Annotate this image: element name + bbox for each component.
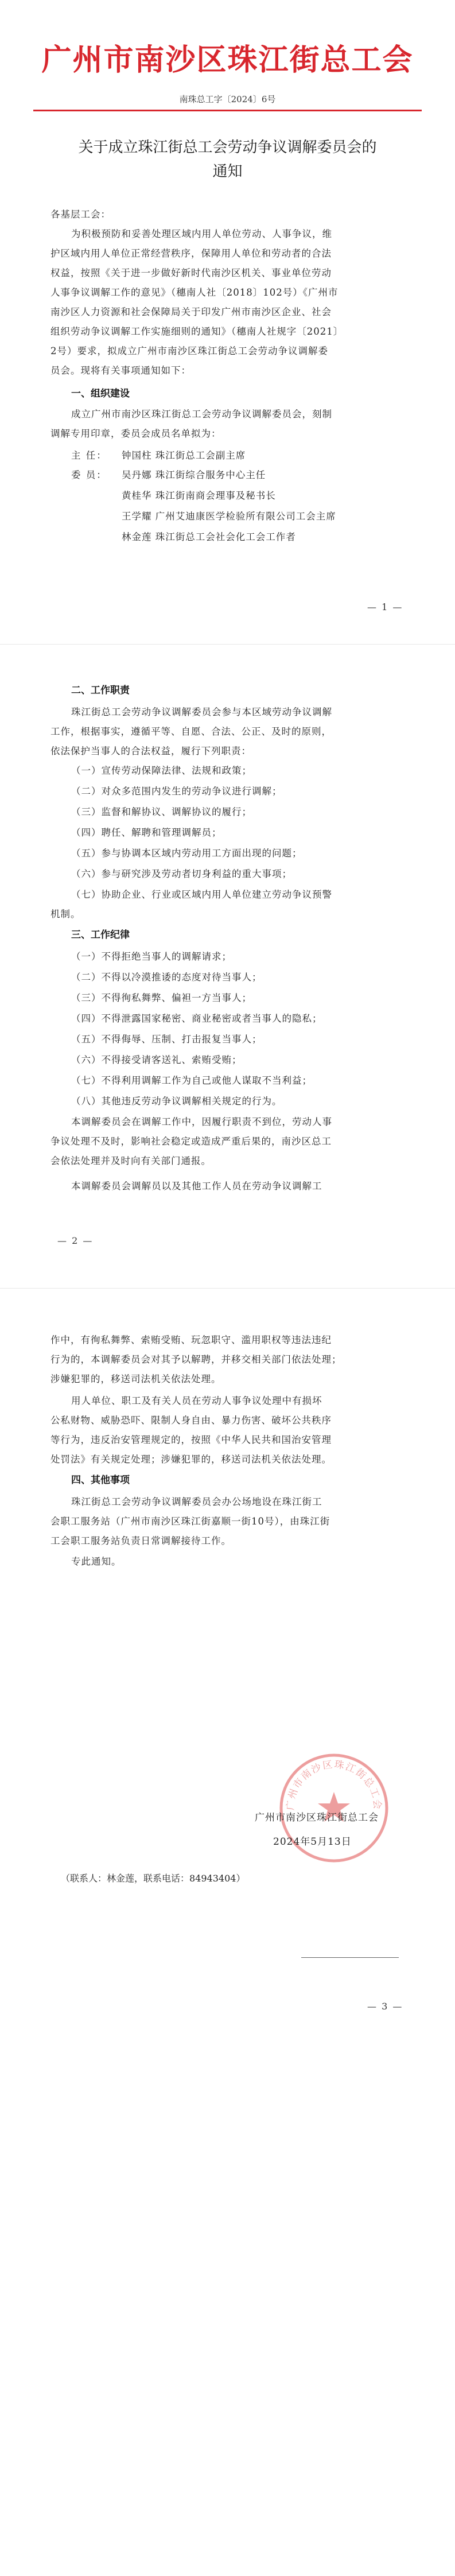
discipline-item: （一）不得拒绝当事人的调解请求； (71, 951, 232, 962)
duty-item: （一）宣传劳动保障法律、法规和政策； (71, 765, 252, 776)
discipline-line: 公私财物、威胁恐吓、限制人身自由、暴力伤害、破坏公共秩序 (50, 1415, 332, 1426)
discipline-line: 涉嫌犯罪的，移送司法机关依法处理。 (50, 1374, 221, 1384)
section1-line: 调解专用印章，委员会成员名单拟为： (50, 428, 221, 439)
section4-line: 珠江街总工会劳动争议调解委员会办公场地设在珠江街工 (71, 1496, 322, 1507)
discipline-item: （六）不得接受请客送礼、索贿受贿； (71, 1054, 242, 1065)
page-number: — 2 — (57, 1235, 94, 1246)
intro-line: 为积极预防和妥善处理区域内用人单位劳动、人事争议，维 (71, 228, 332, 239)
discipline-line: 作中，有徇私舞弊、索贿受贿、玩忽职守、滥用职权等违法违纪 (50, 1334, 332, 1345)
duty-item: （三）监督和解协议、调解协议的履行； (71, 806, 252, 817)
intro-line: 权益，按照《关于进一步做好新时代南沙区机关、事业单位劳动 (50, 267, 332, 278)
discipline-paragraph-continued (50, 1330, 405, 1389)
document-number: 南珠总工字〔2024〕6号 (179, 94, 276, 104)
notice-title (50, 135, 405, 184)
duty-item-line: （七）协助企业、行业或区域内用人单位建立劳动争议预警 (71, 889, 332, 900)
intro-line: 护区域内用人单位正常经营秩序，保障用人单位和劳动者的合法 (50, 248, 332, 259)
notice-title-line: 通知 (212, 163, 243, 180)
duty-item-seven (50, 885, 405, 924)
section4-line: 工会职工服务站负责日常调解接待工作。 (50, 1535, 231, 1546)
discipline-item: （二）不得以冷漠推诿的态度对待当事人； (71, 972, 262, 983)
discipline-line: 本调解委员会在调解工作中，因履行职责不到位，劳动人事 (71, 1116, 332, 1127)
discipline-line: 行为的，本调解委员会对其予以解聘，并移交相关部门依法处理； (50, 1354, 342, 1365)
discipline-item: （四）不得泄露国家秘密、商业秘密或者当事人的隐私； (71, 1013, 322, 1024)
page-break (0, 644, 455, 645)
section2-line: 工作，根据事实，遵循平等、自愿、合法、公正、及时的原则， (50, 726, 332, 737)
member-label-committee: 委 员： (71, 470, 107, 480)
red-divider (33, 110, 422, 111)
header-org-title: 广州市南沙区珠江街总工会 (41, 43, 414, 77)
signature-org: 广州市南沙区珠江街总工会 (255, 1812, 379, 1824)
closing-line: 专此通知。 (71, 1556, 122, 1567)
discipline-paragraph (50, 1112, 405, 1171)
member-label-director: 主 任： (71, 450, 107, 461)
discipline-line: 等行为，违反治安管理规定的，按照《中华人民共和国治安管理 (50, 1434, 332, 1445)
page-break (0, 1288, 455, 1289)
footer-rule (301, 1957, 399, 1958)
duty-item: （六）参与研究涉及劳动者切身利益的重大事项； (71, 868, 292, 879)
discipline-line: 处罚法》有关规定处理；涉嫌犯罪的，移送司法机关依法处理。 (50, 1454, 332, 1465)
section-heading-organization: 一、组织建设 (71, 388, 130, 399)
member-committee: 黄桂华 珠江街南商会理事及秘书长 (122, 490, 276, 501)
section2-paragraph (50, 703, 405, 761)
duty-item: （五）参与协调本区域内劳动用工方面出现的问题； (71, 848, 302, 859)
section2-line: 依法保护当事人的合法权益，履行下列职责： (50, 746, 251, 756)
section2-line: 珠江街总工会劳动争议调解委员会参与本区域劳动争议调解 (71, 707, 332, 717)
intro-paragraph (50, 224, 405, 381)
discipline-paragraph (50, 1391, 405, 1469)
intro-line: 南沙区人力资源和社会保障局关于印发广州市南沙区企业、社会 (50, 307, 332, 317)
member-committee: 林金莲 珠江街总工会社会化工会工作者 (122, 532, 296, 542)
member-committee: 吴丹娜 珠江街综合服务中心主任 (122, 470, 266, 480)
intro-line: 人事争议调解工作的意见》（穗南人社〔2018〕102号）《广州市 (50, 287, 339, 298)
intro-line: 组织劳动争议调解工作实施细则的通知》（穗南人社规字〔2021〕 (50, 326, 344, 337)
section4-paragraph (50, 1492, 405, 1551)
section1-paragraph (50, 405, 405, 444)
contact-info: （联系人：林金莲，联系电话：84943404） (61, 1873, 246, 1884)
signature-date: 2024年5月13日 (273, 1836, 352, 1848)
addressee: 各基层工会： (50, 209, 111, 220)
page-number: — 3 — (367, 2001, 403, 2012)
intro-line: 员会。现将有关事项通知如下： (50, 365, 191, 376)
discipline-line: 争议处理不及时，影响社会稳定或造成严重后果的，南沙区总工 (50, 1136, 332, 1147)
seal-text: 广州市南沙区珠江街总工会 (285, 1759, 383, 1811)
discipline-item: （七）不得利用调解工作为自己或他人谋取不当利益； (71, 1075, 312, 1086)
duty-item: （四）聘任、解聘和管理调解员； (71, 827, 222, 838)
discipline-line: 用人单位、职工及有关人员在劳动人事争议处理中有损坏 (71, 1395, 322, 1406)
member-director: 钟国柱 珠江街总工会副主席 (122, 450, 246, 461)
notice-title-line: 关于成立珠江街总工会劳动争议调解委员会的 (78, 139, 377, 156)
section-heading-other: 四、其他事项 (71, 1475, 130, 1486)
section4-line: 会职工服务站（广州市南沙区珠江街嘉顺一街10号），由珠江街 (50, 1516, 330, 1527)
discipline-item: （三）不得徇私舞弊、偏袒一方当事人； (71, 992, 252, 1003)
duty-item-line: 机制。 (50, 909, 81, 920)
section-heading-duties: 二、工作职责 (71, 685, 130, 696)
member-committee: 王学耀 广州艾迪康医学检验所有限公司工会主席 (122, 511, 336, 522)
section-heading-discipline: 三、工作纪律 (71, 929, 130, 941)
discipline-item: （八）其他违反劳动争议调解相关规定的行为。 (71, 1096, 282, 1107)
discipline-paragraph (50, 1177, 405, 1196)
official-seal (277, 1751, 391, 1865)
discipline-item: （五）不得侮辱、压制、打击报复当事人； (71, 1034, 262, 1045)
closing (50, 1552, 405, 1572)
discipline-line: 本调解委员会调解员以及其他工作人员在劳动争议调解工 (71, 1181, 322, 1192)
page-number: — 1 — (367, 602, 403, 612)
duty-item: （二）对众多范围内发生的劳动争议进行调解； (71, 786, 282, 797)
discipline-line: 会依法处理并及时向有关部门通报。 (50, 1155, 211, 1166)
section1-line: 成立广州市南沙区珠江街总工会劳动争议调解委员会，刻制 (71, 409, 332, 420)
intro-line: 2号）要求，拟成立广州市南沙区珠江街总工会劳动争议调解委 (50, 346, 328, 356)
